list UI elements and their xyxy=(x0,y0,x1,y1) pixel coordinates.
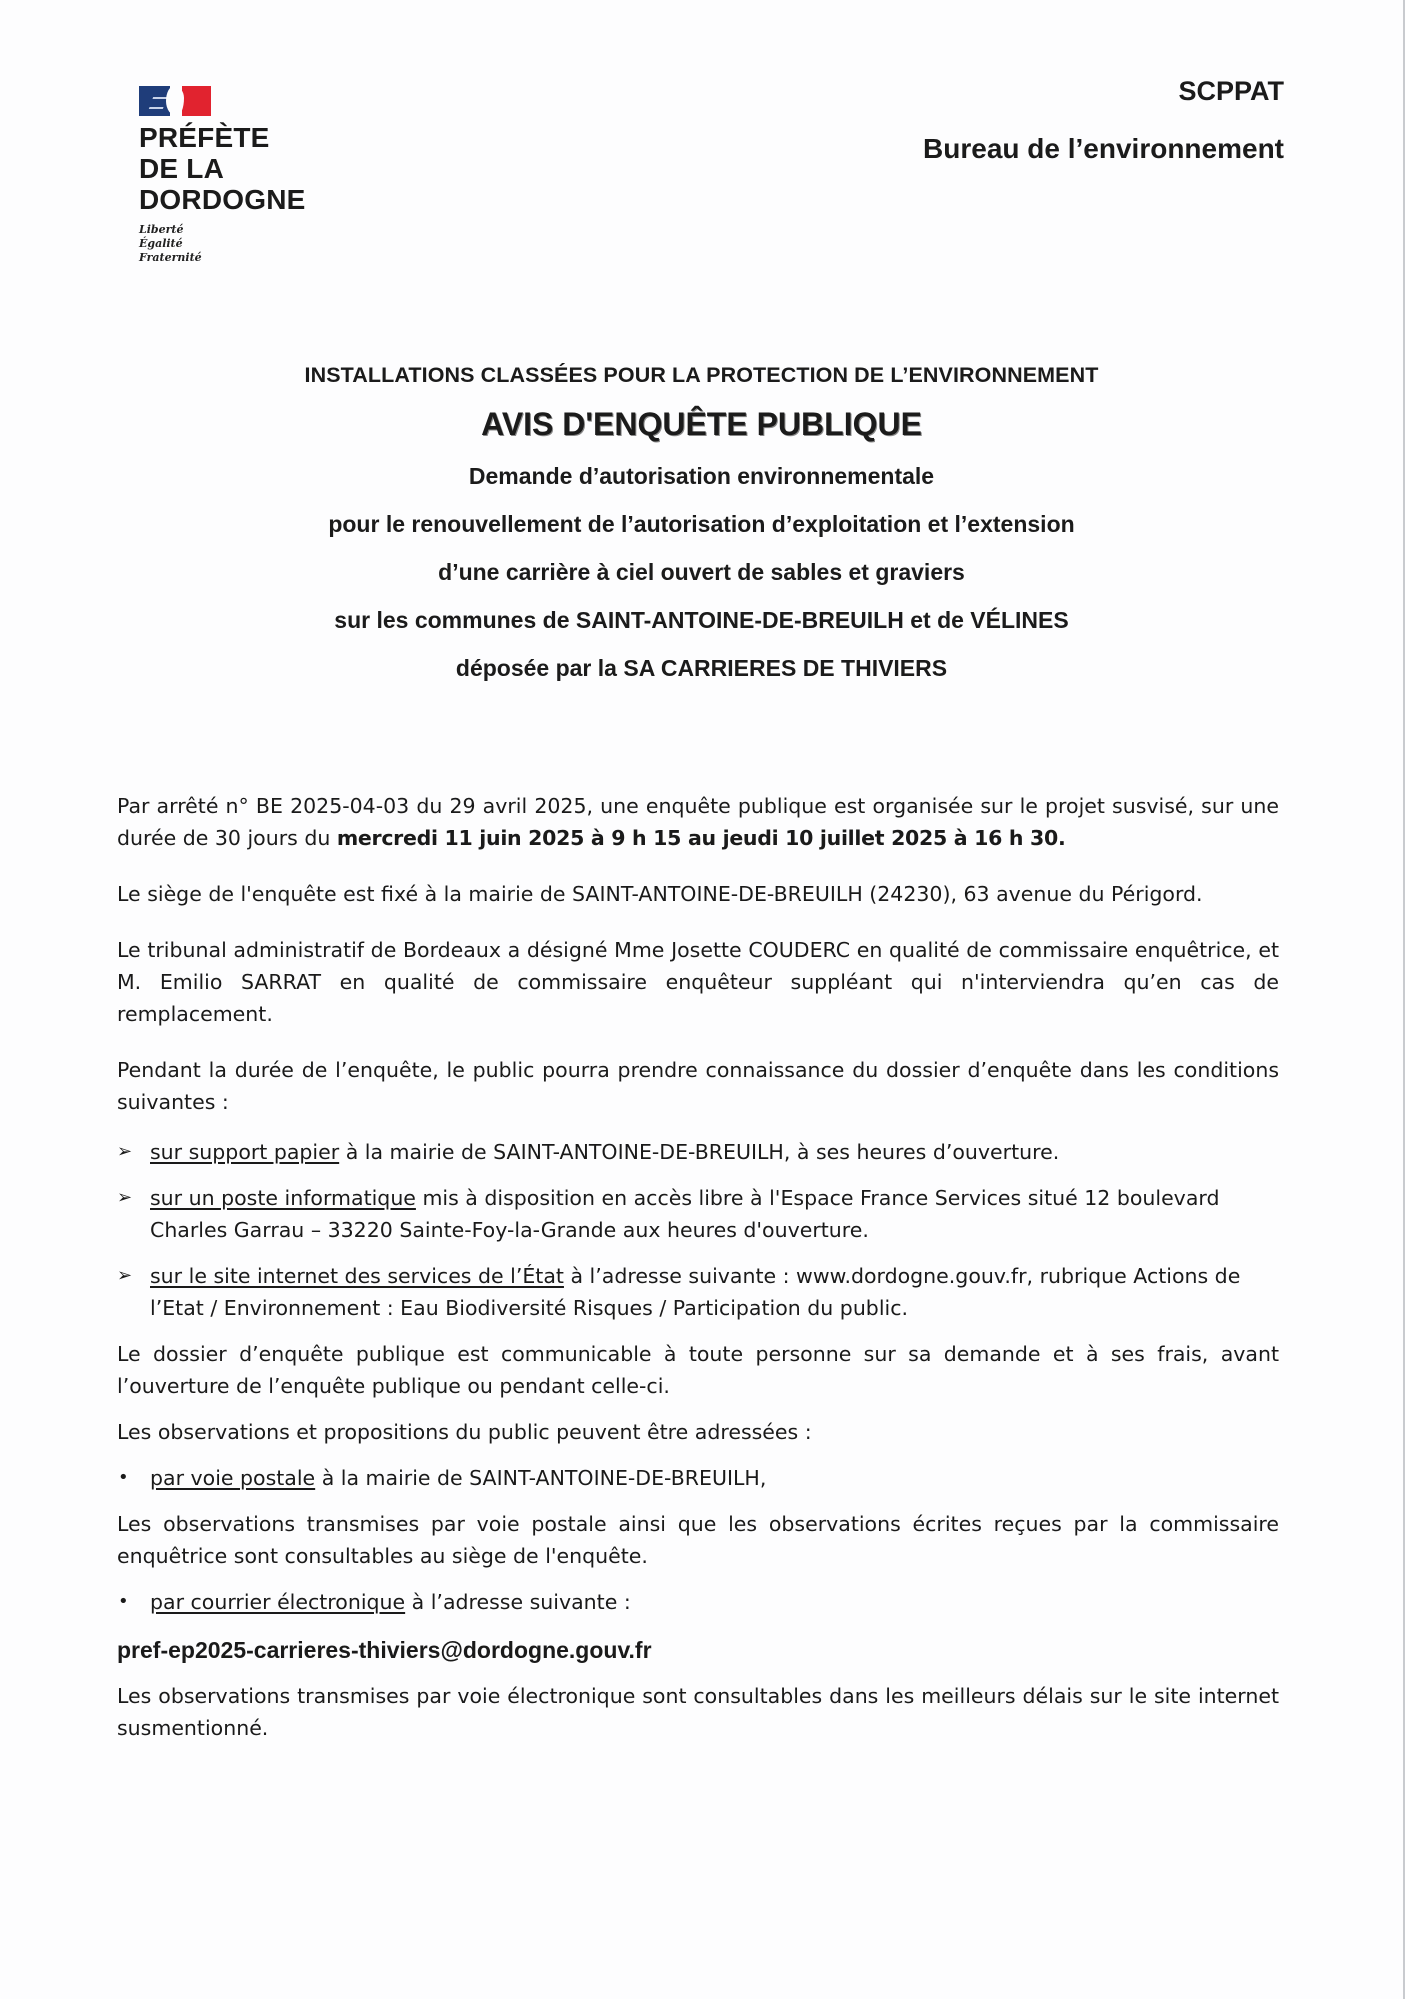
subtitle-line: sur les communes de SAINT-ANTOINE-DE-BREUILH et de VÉLINES xyxy=(334,607,1069,633)
paragraph-postal-observations: Les observations transmises par voie postale ainsi que les observations écrites reçues par la commissaire enquêtrice sont consultables au siège de l'enquête. xyxy=(117,1512,1279,1568)
category-heading: INSTALLATIONS CLASSÉES POUR LA PROTECTION DE L’ENVIRONNEMENT xyxy=(304,363,1099,387)
subtitle-line: Demande d’autorisation environnementale xyxy=(468,463,935,489)
logo-line: DORDOGNE xyxy=(139,184,306,215)
list-item-postal xyxy=(117,1462,1279,1494)
paragraph-electronic-observations: Les observations transmises par voie électronique sont consultables dans les meilleurs délais sur le site internet susmentionné. xyxy=(117,1684,1279,1740)
item-label: par courrier électronique xyxy=(150,1590,406,1614)
service-header xyxy=(923,74,1284,166)
item-label: sur support papier xyxy=(150,1140,340,1164)
motto-line: Liberté xyxy=(139,223,184,236)
subtitle-line: pour le renouvellement de l’autorisation d’exploitation et l’extension xyxy=(328,511,1075,537)
item-label: sur le site internet des services de l’État xyxy=(150,1264,564,1288)
item-text: mis à disposition en accès libre à l'Espace France Services situé 12 boulevard Charles Garrau – 33220 Sainte-Foy-la-Grande aux heures d'ouverture. xyxy=(150,1186,1220,1242)
motto-line: Égalité xyxy=(139,237,183,250)
list-item xyxy=(117,1182,1279,1246)
bullet-icon: • xyxy=(118,1591,129,1612)
subtitle-line: déposée par la SA CARRIERES DE THIVIERS xyxy=(455,655,948,681)
paragraph-observations: Les observations et propositions du public peuvent être adressées : xyxy=(117,1420,812,1444)
item-text: à la mairie de SAINT-ANTOINE-DE-BREUILH, xyxy=(315,1466,767,1490)
item-text: à l’adresse suivante : www.dordogne.gouv.fr, rubrique Actions de l’Etat / Environnement : Eau Biodiversité Risques / Participation du public. xyxy=(150,1264,1241,1320)
logo-title xyxy=(139,122,306,215)
notice-body xyxy=(117,790,1279,1744)
bullet-icon: • xyxy=(118,1467,129,1488)
service-name: SCPPAT xyxy=(1178,76,1284,106)
arrow-bullet-icon: ➢ xyxy=(117,1187,133,1208)
list-item xyxy=(117,1136,1279,1168)
subtitle-line: d’une carrière à ciel ouvert de sables et graviers xyxy=(438,559,965,585)
arrow-bullet-icon: ➢ xyxy=(117,1141,133,1162)
page-title: AVIS D'ENQUÊTE PUBLIQUE xyxy=(481,406,922,442)
motto-line: Fraternité xyxy=(139,251,202,264)
arrow-bullet-icon: ➢ xyxy=(117,1265,133,1286)
marianne-flag-icon xyxy=(139,86,211,116)
item-label: par voie postale xyxy=(150,1466,316,1490)
email-address[interactable]: pref-ep2025-carrieres-thiviers@dordogne.gouv.fr xyxy=(117,1637,652,1663)
logo-line: DE LA xyxy=(139,153,224,184)
prefecture-logo xyxy=(139,86,306,265)
item-text: à l’adresse suivante : xyxy=(405,1590,631,1614)
decree-text: Par arrêté n° BE 2025-04-03 du 29 avril 2025, une enquête publique est organisée sur le projet susvisé, sur une durée de 30 jours du xyxy=(117,794,1279,850)
paragraph-decree xyxy=(117,790,1279,854)
item-label: sur un poste informatique xyxy=(150,1186,416,1210)
paragraph-dossier: Le dossier d’enquête publique est communicable à toute personne sur sa demande et à ses frais, avant l’ouverture de l’enquête publique ou pendant celle-ci. xyxy=(117,1342,1279,1398)
logo-line: PRÉFÈTE xyxy=(139,122,270,153)
paragraph-seat: Le siège de l'enquête est fixé à la mairie de SAINT-ANTOINE-DE-BREUILH (24230), 63 avenue du Périgord. xyxy=(117,882,1203,906)
notice-titles xyxy=(0,360,1403,692)
paragraph-commissioner: Le tribunal administratif de Bordeaux a désigné Mme Josette COUDERC en qualité de commissaire enquêtrice, et M. Emilio SARRAT en qualité de commissaire enquêteur suppléant qui n'interviendra qu’en cas de remplacement. xyxy=(117,938,1279,1026)
item-text: à la mairie de SAINT-ANTOINE-DE-BREUILH, à ses heures d’ouverture. xyxy=(339,1140,1060,1164)
list-item xyxy=(117,1260,1279,1324)
consultation-list xyxy=(117,1136,1279,1324)
logo-motto xyxy=(139,223,306,265)
paragraph-consultation: Pendant la durée de l’enquête, le public pourra prendre connaissance du dossier d’enquête dans les conditions suivantes : xyxy=(117,1058,1279,1114)
bureau-name: Bureau de l’environnement xyxy=(923,133,1284,164)
inquiry-dates: mercredi 11 juin 2025 à 9 h 15 au jeudi 10 juillet 2025 à 16 h 30. xyxy=(336,826,1066,850)
list-item-electronic xyxy=(117,1586,1279,1618)
